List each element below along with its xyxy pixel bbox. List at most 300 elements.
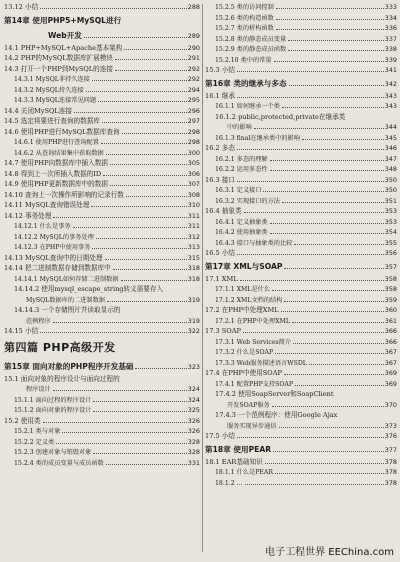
toc-entry [4, 116, 200, 127]
entry-title: 14.1 PHP+MySQL+Apache基本架构 [4, 43, 123, 52]
toc-entry [4, 169, 200, 180]
entry-title: 14.13 MySQL查询中的日期处理 [4, 253, 103, 262]
page-number: 367 [384, 358, 397, 367]
site-watermark: 电子工程世界 EEChina.com [265, 543, 394, 558]
toc-entry [4, 426, 200, 437]
entry-title: 14.6 使用PHP进行MySQL数据库查询 [4, 127, 120, 136]
page-number: 347 [384, 154, 397, 163]
dot-leader [272, 290, 384, 291]
dot-leader [53, 390, 187, 391]
dot-leader [101, 143, 187, 144]
entry-title: 15.2.8 类的静态成员变量 [215, 35, 287, 43]
toc-entry [205, 34, 397, 45]
dot-leader [43, 422, 187, 423]
toc-entry [205, 13, 397, 24]
page-number: 313 [187, 243, 200, 251]
entry-title: 16.2.2 运用多态性 [215, 166, 268, 173]
page-number: 333 [384, 3, 397, 11]
entry-title: 15.2.5 类的访问控制 [215, 4, 274, 11]
dot-leader [275, 473, 384, 474]
entry-title: 17.1 XML [205, 274, 238, 283]
page-number: 338 [384, 45, 397, 53]
page-number: 306 [187, 169, 200, 178]
page-number: 378 [384, 457, 397, 466]
page-number: 328 [187, 448, 200, 456]
dot-leader [281, 311, 384, 312]
dot-leader [40, 332, 187, 333]
toc-entry [4, 148, 200, 159]
page-number: 341 [384, 66, 397, 74]
toc-entry [205, 316, 397, 327]
column-divider [202, 4, 203, 552]
page-number: 319 [187, 316, 200, 325]
dot-leader [265, 463, 384, 464]
entry-title: 18.1.1 什么是PEAR [215, 469, 274, 476]
toc-entry [205, 206, 397, 217]
dot-leader [276, 19, 384, 20]
page-number: 351 [384, 196, 397, 205]
page-number: 315 [187, 253, 200, 262]
page-number: 339 [384, 55, 397, 64]
toc-entry [4, 242, 200, 253]
toc-entry [205, 358, 397, 369]
toc-entry [205, 227, 397, 238]
page-number: 373 [384, 421, 397, 430]
entry-title: 开发SOAP服务 [227, 401, 270, 409]
toc-entry [205, 457, 397, 468]
dot-leader [309, 364, 384, 365]
toc-entry [4, 2, 200, 13]
dot-leader [237, 149, 384, 150]
dot-leader [115, 70, 187, 71]
entry-title: 14.3.2 MySQL持久连接 [14, 86, 84, 94]
toc-entry [205, 248, 397, 259]
page-number: 336 [384, 24, 397, 32]
page-number: 289 [187, 31, 200, 40]
entry-title: 14.5 选定将要进行查询的数据库 [4, 117, 100, 125]
entry-title: 16.4.2 使用抽象类 [215, 229, 268, 236]
entry-title: 15.2.1 类与对象 [14, 428, 61, 435]
toc-entry [205, 347, 397, 358]
entry-title: 16.1.1 如何继承一个类 [215, 103, 280, 110]
entry-title: 15.2.7 类的析构函数 [215, 25, 274, 32]
dot-leader [74, 112, 187, 113]
toc-entry [4, 190, 200, 201]
toc-entry [4, 43, 200, 54]
entry-title: 14.3 打开一个PHP到MySQL的连接 [4, 64, 113, 73]
toc-entry [4, 416, 200, 427]
dot-leader [56, 443, 187, 444]
entry-title: 17.3.1 Web Services简介 [215, 338, 292, 346]
dot-leader [102, 122, 187, 123]
dot-leader [240, 280, 384, 281]
entry-title: 第四篇 PHP高级开发 [4, 340, 116, 354]
page-number: 370 [384, 400, 397, 409]
page-number: 350 [384, 186, 397, 194]
dot-leader [237, 254, 384, 255]
dot-leader [293, 343, 384, 344]
entry-title: 14.12.3 在PHP中使用事务 [14, 244, 91, 251]
dot-leader [122, 133, 187, 134]
chapter-heading [205, 443, 397, 457]
page-number: 343 [384, 91, 397, 100]
page-number: 367 [384, 348, 397, 356]
toc-entry [205, 421, 397, 432]
toc-entry [205, 65, 397, 76]
dot-leader [295, 385, 384, 386]
entry-title: 16.5 小结 [205, 249, 235, 257]
entry-title: 18.1.2 ... [215, 479, 243, 487]
page-number: 326 [187, 416, 200, 425]
page-number: 331 [187, 458, 200, 467]
dot-leader [270, 223, 384, 224]
entry-title: 13.12 小结 [4, 3, 39, 11]
dot-leader [302, 139, 384, 140]
page-number: 346 [384, 144, 397, 152]
dot-leader [106, 154, 187, 155]
dot-leader [93, 453, 186, 454]
entry-title: 14.6.2 从查询结果集中获取数据 [14, 149, 104, 157]
toc-entry [205, 164, 397, 175]
page-number: 325 [187, 406, 200, 414]
page-number: 360 [384, 306, 397, 314]
page-number: 355 [384, 238, 397, 247]
dot-leader [274, 61, 384, 62]
toc-left-column [4, 2, 200, 468]
toc-entry [205, 305, 397, 316]
entry-title: 16.2 多态 [205, 144, 235, 152]
page-number: 298 [187, 127, 200, 136]
page-number: 311 [187, 211, 200, 220]
toc-entry [4, 200, 200, 211]
entry-title: 16.3.1 定义接口 [215, 187, 262, 194]
entry-title: 16.4.1 定义抽象类 [215, 218, 268, 226]
toc-entry [205, 238, 397, 249]
toc-entry [4, 137, 200, 148]
dot-leader [98, 101, 187, 102]
chapter-heading [4, 14, 200, 28]
dot-leader [105, 259, 187, 260]
dot-leader [284, 301, 383, 302]
toc-entry [4, 232, 200, 243]
dot-leader [135, 368, 186, 369]
dot-leader [53, 217, 186, 218]
toc-entry [4, 253, 200, 264]
entry-title: 范例程序 [26, 317, 51, 325]
entry-title: 17.2.1 在PHP中处理XML [215, 317, 290, 325]
entry-title: 14.12 事务处理 [4, 211, 52, 220]
toc-entry [205, 274, 397, 285]
toc-entry [4, 85, 200, 96]
toc-entry [205, 2, 397, 13]
page-number: 350 [384, 175, 397, 184]
toc-entry [4, 458, 200, 469]
entry-title: MySQL数据库的二进制数据 [26, 296, 105, 304]
dot-leader [115, 59, 187, 60]
entry-title: 17.3.3 Web服务描述语言WSDL [215, 359, 307, 367]
entry-title: 14.12.1 什么是事务 [14, 223, 71, 230]
page-number: 326 [187, 427, 200, 435]
dot-leader [96, 238, 187, 239]
entry-title: 17.2 在PHP中处理XML [205, 306, 279, 314]
page-number: 378 [384, 478, 397, 487]
page-number: 300 [187, 148, 200, 157]
entry-title: 15.1.2 面向对象的程序设计 [14, 407, 92, 414]
entry-title: 17.3.2 什么是SOAP [215, 349, 274, 356]
page-number: 344 [384, 123, 397, 131]
dot-leader [284, 268, 383, 269]
dot-leader [106, 464, 187, 465]
toc-right-column [205, 2, 397, 488]
toc-entry [205, 196, 397, 207]
dot-leader [92, 248, 186, 249]
page-number: 318 [187, 264, 200, 272]
dot-leader [237, 97, 384, 98]
entry-title: 14.11 MySQL查询错误处理 [4, 201, 90, 209]
entry-title: 14.10 查询上一次操作所影响的记录行数 [4, 190, 124, 199]
toc-entry [4, 53, 200, 64]
page-number: 356 [384, 249, 397, 257]
toc-entry [205, 217, 397, 228]
dot-leader [282, 202, 384, 203]
toc-entry [4, 106, 200, 117]
page-number: 366 [384, 327, 397, 335]
dot-leader [91, 206, 186, 207]
toc-entry [4, 447, 200, 458]
dot-leader [289, 85, 384, 86]
toc-entry [4, 326, 200, 337]
toc-entry [205, 295, 397, 306]
entry-title: 第15章 面向对象的PHP程序开发基础 [4, 361, 134, 371]
dot-leader [273, 451, 384, 452]
entry-title: 第17章 XML与SOAP [205, 261, 283, 271]
dot-leader [113, 269, 187, 270]
dot-leader [110, 185, 187, 186]
toc-entry: 16.1.2 public,protected,private在继承类 [215, 112, 346, 121]
entry-title: 17.1.1 XML是什么 [215, 286, 271, 293]
entry-title: 14.3.1 MySQL非持久连接 [14, 76, 90, 83]
toc-entry [205, 368, 397, 379]
page-number: 348 [384, 165, 397, 173]
entry-title: 14.8 得到上一次所插入数据的ID [4, 169, 102, 178]
dot-leader [263, 191, 383, 192]
entry-title: 15.2.9 类的静态成员函数 [215, 46, 287, 53]
page-number: 354 [384, 228, 397, 236]
entry-title: 17.4.1 配置PHP支持SOAP [215, 380, 294, 388]
entry-title: 14.12.2 MySQL的事务处理 [14, 233, 94, 241]
dot-leader [53, 322, 187, 323]
entry-title: 15.2 使用类 [4, 416, 41, 425]
dot-leader [270, 170, 384, 171]
toc-entry [205, 467, 397, 478]
toc-entry: 15.1 面向对象的程序设计与面向过程的 [4, 374, 120, 383]
toc-entry: 17.4.3 一个范例程序：使用Google Ajax [215, 411, 338, 419]
page-number: 292 [187, 75, 200, 83]
page-number: 334 [384, 13, 397, 22]
entry-title: 17.5 小结 [205, 432, 235, 440]
toc-entry [4, 263, 200, 274]
page-number: 298 [187, 138, 200, 146]
page-number: 311 [187, 222, 200, 230]
dot-leader [93, 411, 186, 412]
toc-entry [4, 221, 200, 232]
toc-entry [205, 55, 397, 66]
dot-leader [92, 80, 187, 81]
toc-entry [205, 185, 397, 196]
dot-leader [237, 181, 384, 182]
page-number: 366 [384, 337, 397, 346]
page-number: 319 [187, 295, 200, 304]
chapter-heading [4, 29, 200, 43]
chapter-heading [205, 77, 397, 91]
page-number: 369 [384, 369, 397, 377]
toc-entry [4, 437, 200, 448]
dot-leader [84, 37, 187, 38]
entry-title: 14.9 使用PHP更新数据库中的数据 [4, 180, 108, 188]
entry-title: 15.2.2 定义类 [14, 438, 55, 446]
dot-leader [237, 437, 384, 438]
page-number: 290 [187, 43, 200, 52]
page-number: 353 [384, 207, 397, 215]
toc-entry [4, 384, 200, 395]
entry-title: 17.4 在PHP中使用SOAP [205, 369, 282, 377]
entry-title: 18.1 EAR基础知识 [205, 457, 263, 466]
dot-leader [40, 8, 187, 9]
dot-leader [292, 322, 384, 323]
dot-leader [86, 91, 187, 92]
page-number: 353 [384, 217, 397, 226]
dot-leader [107, 301, 187, 302]
page-number: 296 [187, 106, 200, 115]
entry-title: 14.14.1 MySQL如何存储二进制数据 [14, 275, 119, 283]
toc-entry [4, 95, 200, 106]
toc-entry [205, 133, 397, 144]
dot-leader [245, 484, 384, 485]
toc-entry [205, 478, 397, 489]
page-number: 361 [384, 316, 397, 325]
entry-title: 15.2.10 类中的常量 [215, 56, 272, 64]
dot-leader [121, 280, 187, 281]
toc-entry [4, 127, 200, 138]
page-number: 294 [187, 85, 200, 94]
toc-entry [4, 295, 200, 306]
dot-leader [270, 233, 384, 234]
toc-entry [205, 337, 397, 348]
entry-title: 16.3.2 实现接口的方法 [215, 197, 280, 205]
toc-entry [205, 175, 397, 186]
page-number: 312 [187, 232, 200, 241]
dot-leader [294, 244, 383, 245]
toc-entry [4, 211, 200, 222]
toc-entry [205, 154, 397, 165]
toc-entry [4, 274, 200, 285]
entry-title: 15.2.4 类的成员变量与成员函数 [14, 459, 104, 467]
toc-entry [205, 101, 397, 112]
page-number: 369 [384, 379, 397, 388]
dot-leader [276, 29, 384, 30]
page-number: 308 [187, 190, 200, 199]
toc-entry [205, 143, 397, 154]
entry-title: 16.4.3 接口与抽象类的比较 [215, 239, 293, 247]
entry-title: 14.2 PHP的MySQL数据库扩展模块 [4, 54, 113, 62]
toc-entry: 14.14.3 一个存储图片并读取显示的 [14, 306, 121, 314]
page-number: 324 [187, 395, 200, 404]
chapter-heading [205, 260, 397, 274]
page-number: 358 [384, 274, 397, 283]
toc-entry [205, 44, 397, 55]
page-number: 378 [384, 468, 397, 476]
page-number: 377 [384, 445, 397, 454]
toc-entry [205, 326, 397, 337]
entry-title: 16.2.1 多态的理解 [215, 155, 268, 163]
dot-leader [93, 401, 186, 402]
dot-leader [288, 50, 384, 51]
entry-title: 中的影响 [227, 124, 252, 131]
dot-leader [276, 8, 384, 9]
page-number: 292 [187, 64, 200, 73]
entry-title: Web开发 [48, 30, 82, 40]
page-number: 307 [187, 180, 200, 188]
page-number: 358 [384, 285, 397, 293]
page-number: 324 [187, 385, 200, 393]
dot-leader [103, 175, 187, 176]
dot-leader [124, 49, 186, 50]
dot-leader [279, 427, 384, 428]
toc-entry [4, 179, 200, 190]
dot-leader [237, 71, 384, 72]
toc-entry [4, 405, 200, 416]
toc-entry [4, 395, 200, 406]
entry-title: 17.1.2 XML文档的结构 [215, 296, 283, 304]
entry-title: 第16章 类的继承与多态 [205, 78, 287, 88]
dot-leader [270, 160, 384, 161]
page-number: 345 [384, 133, 397, 142]
entry-title: 16.3 接口 [205, 175, 235, 184]
toc-entry [205, 400, 397, 411]
toc-entry [4, 64, 200, 75]
chapter-heading [4, 360, 200, 374]
toc-entry [205, 23, 397, 34]
entry-title: 14.7 使用PHP向数据库中插入数据 [4, 159, 108, 167]
toc-entry: 14.14.2 使用mysql_escape_string转义需要存入 [14, 285, 164, 293]
toc-entry [205, 91, 397, 102]
dot-leader [288, 40, 384, 41]
dot-leader [126, 196, 187, 197]
page-number: 297 [187, 117, 200, 125]
entry-title: 15.3 小结 [205, 66, 235, 74]
page-number: 337 [384, 34, 397, 43]
entry-title: 14.4 关闭MySQL连接 [4, 106, 72, 115]
entry-title: 程序设计 [26, 386, 51, 393]
page-number: 357 [384, 262, 397, 271]
entry-title: 17.3 SOAP [205, 327, 241, 335]
dot-leader [284, 374, 384, 375]
toc-entry: 17.4.2 使用SoapServer和SoapClient [215, 390, 334, 398]
entry-title: 14.15 小结 [4, 327, 39, 335]
dot-leader [73, 227, 187, 228]
toc-entry [205, 431, 397, 442]
toc-entry [205, 284, 397, 295]
page-number: 323 [187, 362, 200, 371]
dot-leader [244, 212, 384, 213]
page-number: 342 [384, 79, 397, 88]
entry-title: 服务实现异步通信 [227, 422, 277, 430]
page-number: 291 [187, 54, 200, 62]
dot-leader [254, 128, 384, 129]
page-number: 376 [384, 432, 397, 440]
entry-title: 14.3.3 MySQL连接常见问题 [14, 97, 97, 104]
page-number: 288 [187, 3, 200, 11]
